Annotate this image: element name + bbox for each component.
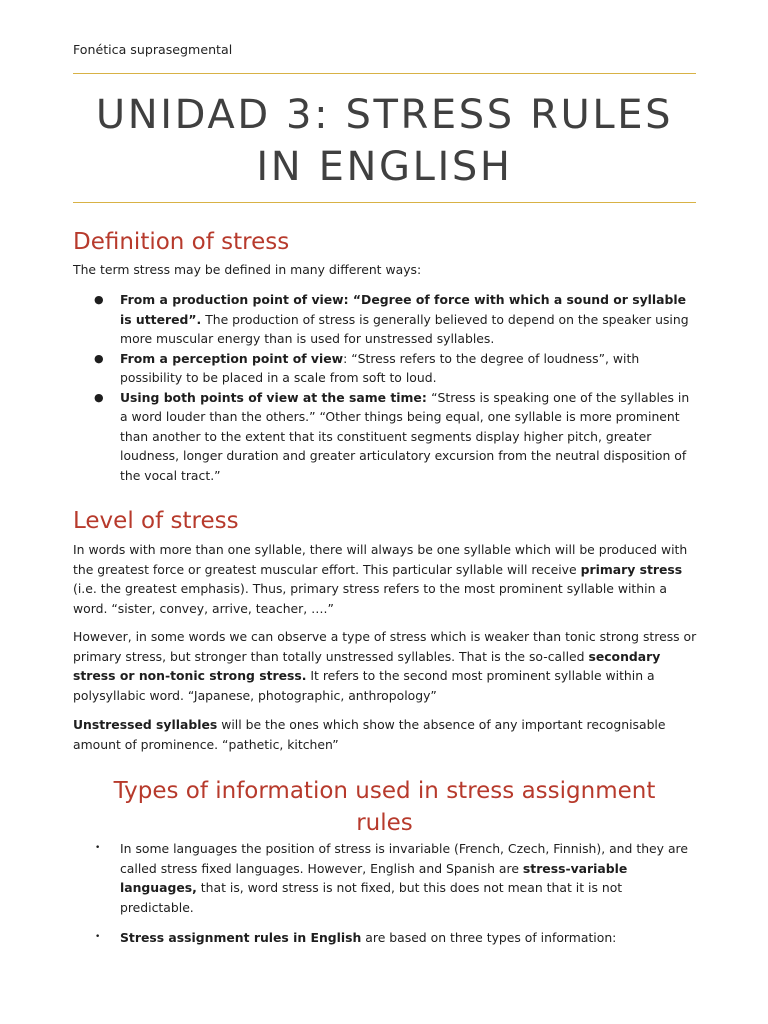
section-heading-types xyxy=(73,775,696,839)
level-paragraph-3 xyxy=(73,715,698,754)
section-heading-level: Level of stress xyxy=(73,508,239,534)
text-run: that is, word stress is not fixed, but this does not mean that it is not predictable. xyxy=(120,880,623,915)
item-text: “Stress is speaking one of the syllables in a word louder than the others.” “Other things being equal, one syllable is more prominent than another to the extent that its constituent segments display higher pitch, greater loudness, longer duration and greater articulatory excursion from the neutral disposition of the vocal tract.” xyxy=(120,389,690,483)
bullet-icon: ● xyxy=(94,293,104,306)
text-run: In some languages the position of stress is invariable (French, Czech, Finnish), and they are called stress fixed languages. However, English and Spanish are xyxy=(120,841,688,876)
level-paragraph-2 xyxy=(73,627,698,705)
page-title-line-1: UNIDAD 3: STRESS RULES xyxy=(95,92,674,138)
text-run: However, in some words we can observe a type of stress which is weaker than tonic strong stress or primary stress, but stronger than totally unstressed syllables. That is the so-called xyxy=(73,629,697,664)
page-title-line-2: IN ENGLISH xyxy=(256,144,513,190)
title-rule-bottom xyxy=(73,202,696,203)
text-run: (i.e. the greatest emphasis). Thus, primary stress refers to the most prominent syllable within a word. “sister, convey, arrive, teacher, ….” xyxy=(73,581,667,616)
types-list xyxy=(73,839,698,917)
bullet-icon: • xyxy=(95,932,101,942)
text-run: It refers to the second most prominent syllable within a polysyllabic word. “Japanese, photographic, anthropology” xyxy=(73,668,655,703)
item-separator: : xyxy=(343,350,352,366)
item-separator: : xyxy=(421,389,432,405)
item-label: From a production point of view xyxy=(120,292,344,307)
list-item xyxy=(73,388,698,486)
title-rule-top xyxy=(73,73,696,74)
definition-list xyxy=(73,290,698,485)
list-item xyxy=(73,349,698,388)
item-label: From a perception point of view xyxy=(120,350,344,366)
heading-line-2: rules xyxy=(356,810,413,836)
heading-line-1: Types of information used in stress assignment xyxy=(113,778,656,804)
term-primary-stress: primary stress xyxy=(580,561,683,577)
list-item xyxy=(73,928,698,948)
text-run: In words with more than one syllable, there will always be one syllable which will be produced with the greatest force or greatest muscular effort. This particular syllable will receive xyxy=(73,542,688,577)
term-secondary-stress: secondary stress or non-tonic strong stress. xyxy=(73,648,661,683)
term-unstressed: Unstressed syllables xyxy=(73,717,218,732)
definition-intro: The term stress may be defined in many different ways: xyxy=(73,262,422,277)
text-run: are based on three types of information: xyxy=(361,930,617,945)
level-paragraph-1 xyxy=(73,540,698,618)
running-header: Fonética suprasegmental xyxy=(73,42,233,57)
text-run: will be the ones which show the absence of any important recognisable amount of prominence. “pathetic, kitchen” xyxy=(73,717,666,752)
bullet-icon: ● xyxy=(94,351,104,365)
section-heading-definition: Definition of stress xyxy=(73,229,290,255)
list-item xyxy=(73,839,698,917)
item-text: The production of stress is generally believed to depend on the speaker using more muscular energy than is used for unstressed syllables. xyxy=(120,311,689,346)
types-list-2 xyxy=(73,928,698,948)
page-title xyxy=(73,89,696,193)
term-stress-assignment-rules: Stress assignment rules in English xyxy=(120,930,362,945)
bullet-icon: • xyxy=(95,843,101,853)
list-item xyxy=(73,290,698,349)
item-label: Using both points of view at the same time xyxy=(120,389,422,405)
item-separator: : xyxy=(343,292,353,307)
item-text: “Stress refers to the degree of loudness”, with possibility to be placed in a scale from soft to loud. xyxy=(120,350,640,385)
item-lead: “Degree of force with which a sound or syllable is uttered”. xyxy=(120,292,687,327)
bullet-icon: ● xyxy=(94,390,104,404)
term-stress-variable: stress-variable languages, xyxy=(120,860,628,895)
